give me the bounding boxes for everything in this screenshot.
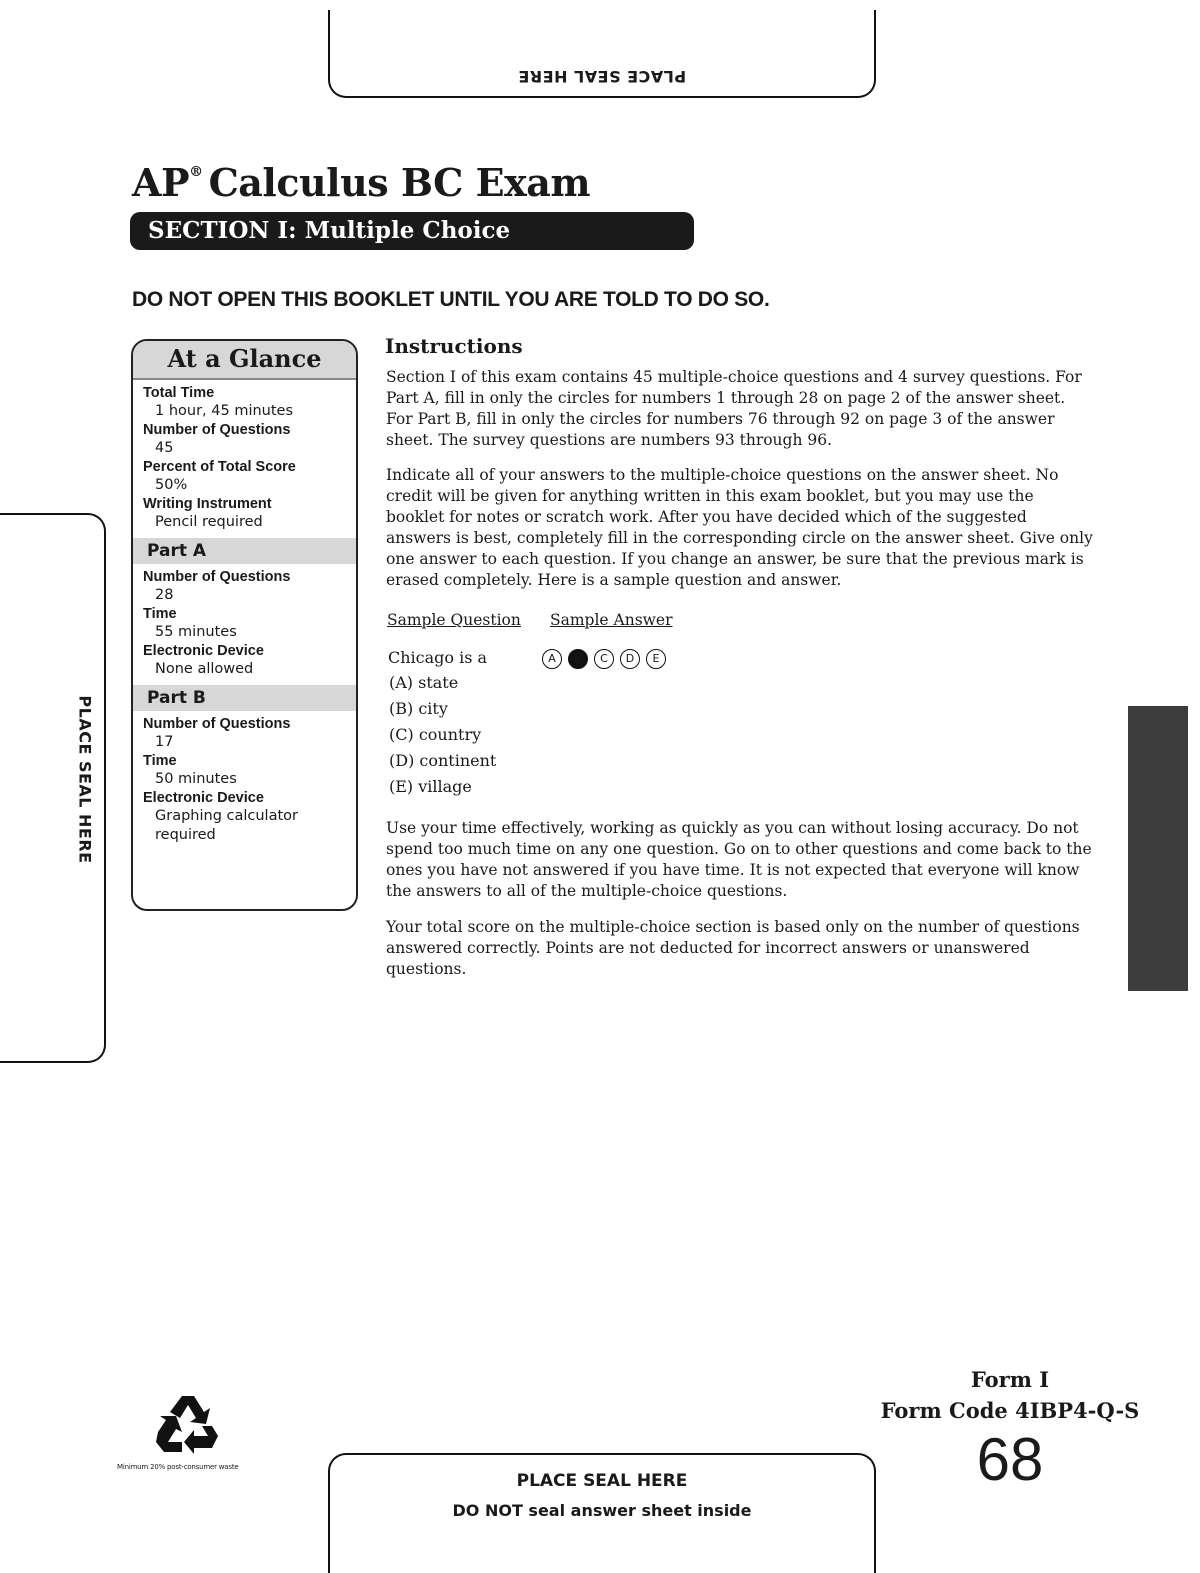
at-a-glance-box <box>131 339 358 911</box>
answer-bubble: A <box>542 649 562 669</box>
sample-question-text: Chicago is a <box>388 648 488 667</box>
glance-value: Graphing calculator required <box>155 808 298 843</box>
form-code: Form Code 4IBP4-Q-S <box>880 1398 1140 1423</box>
glance-value: 28 <box>155 587 174 603</box>
glance-general <box>133 380 356 538</box>
answer-bubble: D <box>620 649 640 669</box>
answer-bubble: C <box>594 649 614 669</box>
glance-label: Time <box>143 606 177 622</box>
bottom-seal-note: DO NOT seal answer sheet inside <box>452 1501 752 1520</box>
side-tab-marker <box>1128 706 1188 991</box>
bottom-seal-box <box>328 1453 876 1573</box>
sample-option: (B) city <box>389 699 448 718</box>
instructions-heading: Instructions <box>385 334 523 358</box>
sample-question-heading: Sample Question <box>387 611 521 629</box>
glance-value: Pencil required <box>155 514 263 530</box>
instructions-paragraph-4: Your total score on the multiple-choice section is based only on the number of questions answered correctly. Points are not deducted for incorrect answers or unanswered questions. <box>386 918 1080 978</box>
glance-value: 50% <box>155 477 188 493</box>
glance-part-a <box>133 564 356 685</box>
instructions-paragraph-1: Section I of this exam contains 45 multiple-choice questions and 4 survey questions. For Part A, fill in only the circles for numbers 1 through 28 on page 2 of the answer sheet. For Part B, fill in only the circles for numbers 76 through 92 on page 3 of the answer sheet. The survey questions are numbers 93 through 96. <box>386 368 1082 449</box>
glance-value: 50 minutes <box>155 771 237 787</box>
form-label: Form I <box>970 1367 1050 1392</box>
top-seal-box <box>328 10 876 98</box>
glance-label: Total Time <box>143 385 215 401</box>
sample-option: (E) village <box>389 777 472 796</box>
answer-bubble: E <box>646 649 666 669</box>
glance-value: 45 <box>155 440 174 456</box>
recycle-icon <box>152 1392 224 1456</box>
glance-label: Number of Questions <box>143 569 291 585</box>
part-b-heading: Part B <box>133 685 356 711</box>
form-number: 68 <box>976 1426 1044 1493</box>
glance-label: Number of Questions <box>143 716 291 732</box>
glance-value: 17 <box>155 734 174 750</box>
glance-value: 1 hour, 45 minutes <box>155 403 294 419</box>
sample-answer-bubbles <box>542 649 666 669</box>
glance-label: Number of Questions <box>143 422 291 438</box>
bottom-seal-label: PLACE SEAL HERE <box>516 1471 688 1491</box>
do-not-open-warning: DO NOT OPEN THIS BOOKLET UNTIL YOU ARE TOLD TO DO SO. <box>132 288 770 311</box>
part-a-heading: Part A <box>133 538 356 564</box>
section-banner: SECTION I: Multiple Choice <box>130 212 694 250</box>
glance-label: Electronic Device <box>143 643 264 659</box>
glance-value: 55 minutes <box>155 624 237 640</box>
top-seal-label: PLACE SEAL HERE <box>517 67 687 86</box>
glance-label: Electronic Device <box>143 790 264 806</box>
glance-value: None allowed <box>155 661 254 677</box>
instructions-paragraph-3: Use your time effectively, working as quickly as you can without losing accuracy. Do not spend too much time on any one question. Go on to other questions and come back to the ones you have not answered if you have time. It is not expected that everyone will know the answers to all of the multiple-choice questions. <box>386 819 1092 900</box>
glance-label: Writing Instrument <box>143 496 272 512</box>
exam-title: AP® Calculus BC Exam <box>132 160 591 205</box>
glance-label: Time <box>143 753 177 769</box>
instructions-paragraph-2: Indicate all of your answers to the multiple-choice questions on the answer sheet. No credit will be given for anything written in this exam booklet, but you may use the booklet for notes or scratch work. After you have decided which of the suggested answers is best, completely fill in the corresponding circle on the answer sheet. Give only one answer to each question. If you change an answer, be sure that the previous mark is erased completely. Here is a sample question and answer. <box>386 466 1093 589</box>
recycle-note: Minimum 20% post-consumer waste <box>117 1463 239 1471</box>
glance-heading: At a Glance <box>133 341 356 380</box>
glance-label: Percent of Total Score <box>143 459 296 475</box>
answer-bubble: B <box>568 649 588 669</box>
sample-option: (C) country <box>389 725 482 744</box>
left-seal-label: PLACE SEAL HERE <box>75 695 95 864</box>
sample-option: (D) continent <box>389 751 497 770</box>
sample-answer-heading: Sample Answer <box>550 611 673 629</box>
sample-option: (A) state <box>389 673 459 692</box>
glance-part-b <box>133 711 356 851</box>
